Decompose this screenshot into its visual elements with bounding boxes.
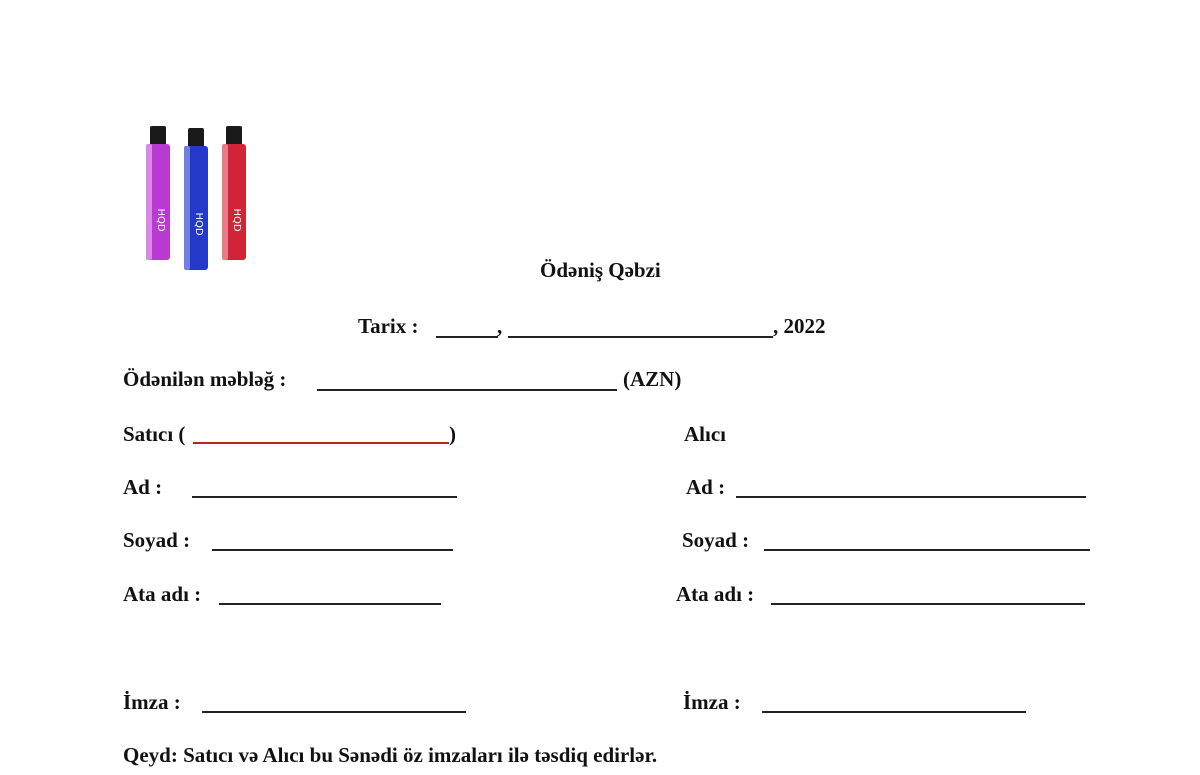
seller-signature-label: İmza : <box>123 690 181 714</box>
svg-text:HQD: HQD <box>193 212 204 236</box>
amount-field[interactable] <box>317 389 617 391</box>
seller-soyad-field[interactable] <box>212 549 453 551</box>
seller-soyad-label: Soyad : <box>123 528 191 552</box>
buyer-ad-label: Ad : <box>686 475 726 499</box>
vape-pens-image <box>124 100 268 272</box>
receipt-title: Ödəniş Qəbzi <box>540 258 661 282</box>
date-year: , 2022 <box>773 314 826 338</box>
seller-name-field[interactable] <box>193 442 449 444</box>
buyer-heading: Alıcı <box>684 422 726 446</box>
date-day-field[interactable] <box>436 336 498 338</box>
svg-text:HQD: HQD <box>155 208 166 232</box>
buyer-signature-field[interactable] <box>762 711 1026 713</box>
seller-heading-open: Satıcı ( <box>123 422 186 446</box>
svg-text:HQD: HQD <box>231 208 242 232</box>
seller-ad-label: Ad : <box>123 475 163 499</box>
date-separator: , <box>497 314 503 338</box>
blue-pen <box>184 128 208 270</box>
amount-label: Ödənilən məbləğ : <box>123 367 287 391</box>
buyer-soyad-label: Soyad : <box>682 528 750 552</box>
confirmation-note: Qeyd: Satıcı və Alıcı bu Sənədi öz imzaları ilə təsdiq edirlər. <box>123 743 658 767</box>
buyer-soyad-field[interactable] <box>764 549 1090 551</box>
seller-heading-close: ) <box>449 422 456 446</box>
purple-pen <box>146 126 170 260</box>
date-label: Tarix : <box>358 314 419 338</box>
currency-label: (AZN) <box>623 367 682 391</box>
date-month-field[interactable] <box>508 336 773 338</box>
seller-ad-field[interactable] <box>192 496 457 498</box>
buyer-ad-field[interactable] <box>736 496 1086 498</box>
buyer-ata-adi-label: Ata adı : <box>676 582 755 606</box>
red-pen <box>222 126 246 260</box>
buyer-ata-adi-field[interactable] <box>771 603 1085 605</box>
seller-signature-field[interactable] <box>202 711 466 713</box>
buyer-signature-label: İmza : <box>683 690 741 714</box>
seller-ata-adi-field[interactable] <box>219 603 441 605</box>
seller-ata-adi-label: Ata adı : <box>123 582 202 606</box>
